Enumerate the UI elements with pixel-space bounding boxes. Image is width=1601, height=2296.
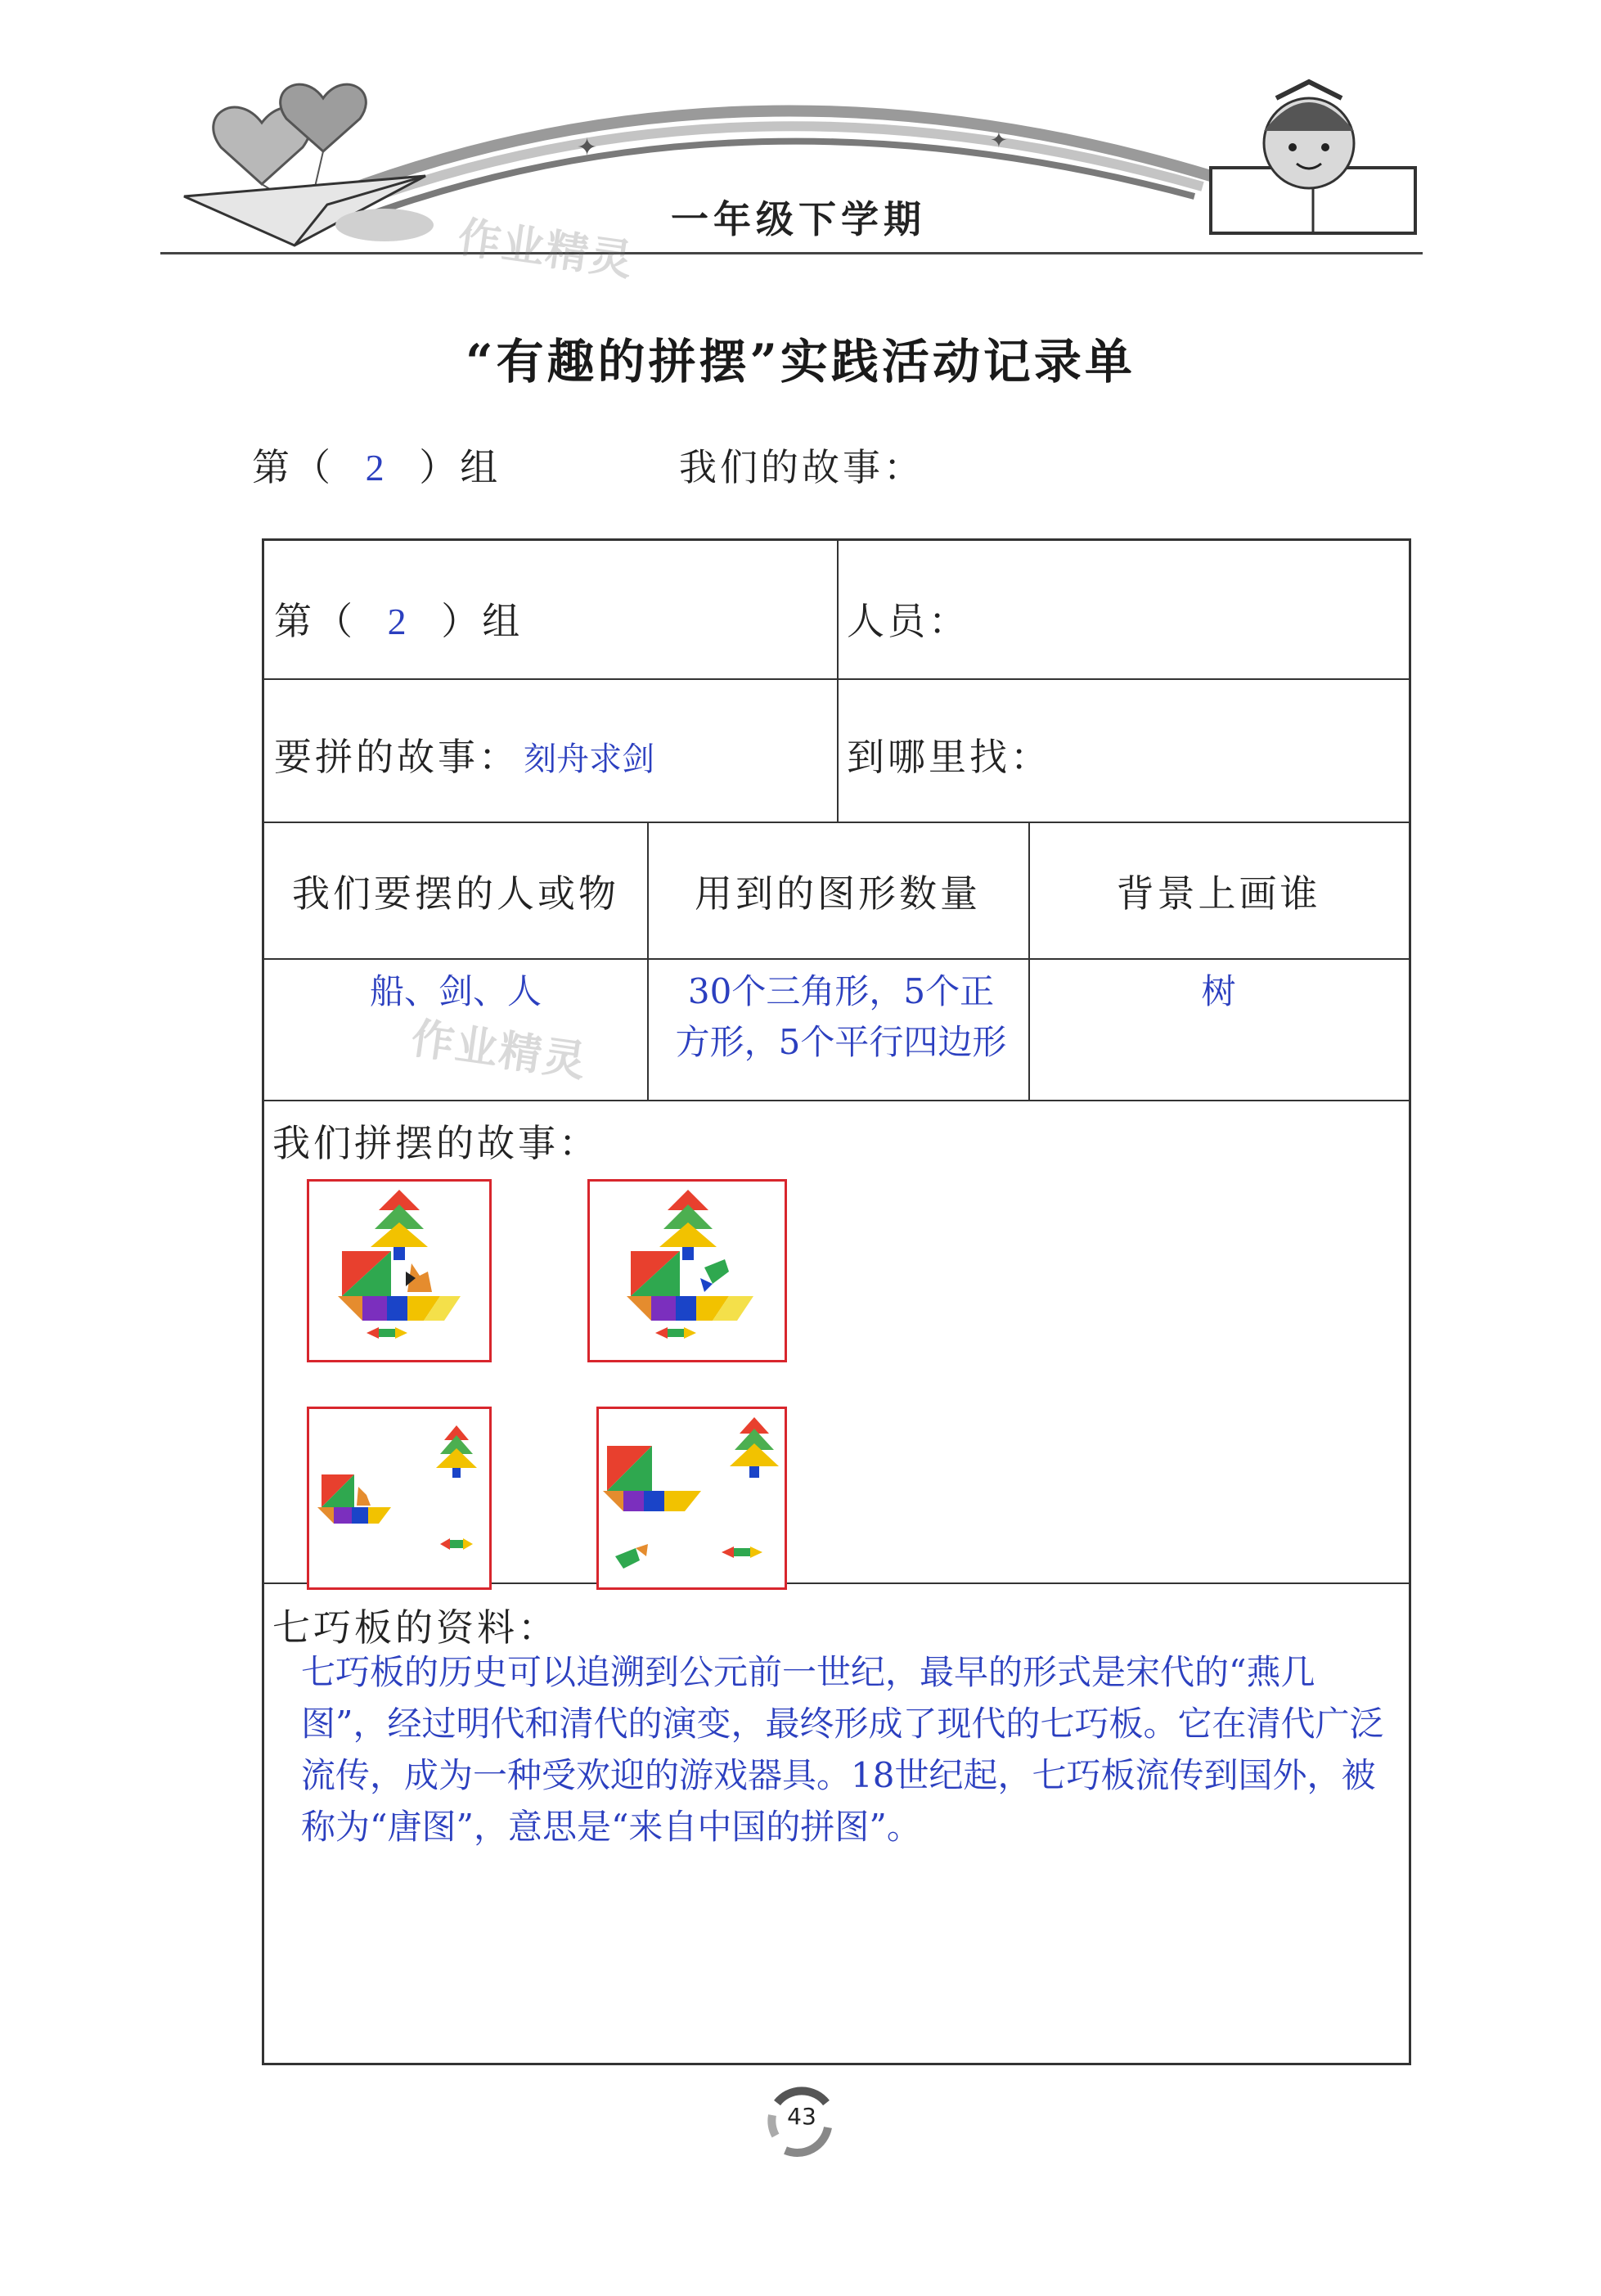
tangram-picture [587, 1179, 787, 1362]
group-prefix: 第（ [274, 599, 356, 643]
group-suffix: ）组 [441, 599, 524, 643]
grade-label: 一年级下学期 [671, 197, 926, 241]
tangram-info-text: 七巧板的历史可以追溯到公元前一世纪，最早的形式是宋代的“燕几图”，经过明代和清代的演变，最终形成了现代的七巧板。它在清代广泛流传，成为一种受欢迎的游戏器具。18世纪起，七巧板流传到国外，被称为“唐图”，意思是“来自中国的拼图”。 [301, 1652, 1384, 1847]
row-divider [264, 958, 1409, 960]
group-number: 2 [387, 601, 410, 642]
tangram-boat-scene [309, 1182, 489, 1360]
story-value: 刻舟求剑 [524, 741, 655, 778]
tangram-boat-scene [590, 1182, 785, 1360]
our-story-label: 我们拼摆的故事： [272, 1121, 600, 1165]
svg-text:✦: ✦ [990, 128, 1008, 153]
group-prefix: 第（ [252, 445, 334, 489]
where-label: 到哪里找： [847, 735, 1051, 779]
tangram-picture [307, 1407, 492, 1590]
tangram-picture [596, 1407, 787, 1590]
story-cell [274, 727, 654, 781]
tangram-boat-scene [309, 1409, 489, 1587]
our-story-label: 我们的故事： [679, 445, 924, 489]
col-divider [647, 822, 649, 1100]
members-label: 人员： [847, 599, 969, 643]
answer-objects: 船、剑、人 [369, 971, 542, 1011]
top-group-line [252, 438, 501, 492]
answer-shapes: 30个三角形，5个正方形，5个平行四边形 [675, 971, 1007, 1062]
tangram-info-label: 七巧板的资料： [272, 1605, 559, 1650]
row-divider [264, 822, 1409, 823]
tangram-boat-scene [599, 1409, 785, 1587]
row-divider [264, 1100, 1409, 1101]
page-number [761, 2078, 843, 2160]
tangram-picture [307, 1179, 492, 1362]
watermark: 作业精灵 [408, 1014, 591, 1087]
col-header-shapes: 用到的图形数量 [695, 871, 981, 916]
page-number-text: 43 [787, 2103, 816, 2130]
col-header-background: 背景上画谁 [1116, 871, 1321, 916]
col-divider [837, 541, 839, 822]
page-header [0, 0, 1601, 286]
answer-background: 树 [1201, 971, 1236, 1011]
svg-text:✦: ✦ [577, 133, 598, 162]
group-number: 2 [365, 447, 388, 488]
page-title: “有趣的拼摆”实践活动记录单 [465, 334, 1136, 389]
header-rule [160, 252, 1423, 254]
table-group-cell [274, 592, 523, 646]
watermark: 作业精灵 [455, 213, 637, 286]
col-header-objects: 我们要摆的人或物 [292, 871, 619, 916]
col-divider [1028, 822, 1030, 1100]
story-label: 要拼的故事： [274, 735, 519, 779]
group-suffix: ）组 [419, 445, 501, 489]
